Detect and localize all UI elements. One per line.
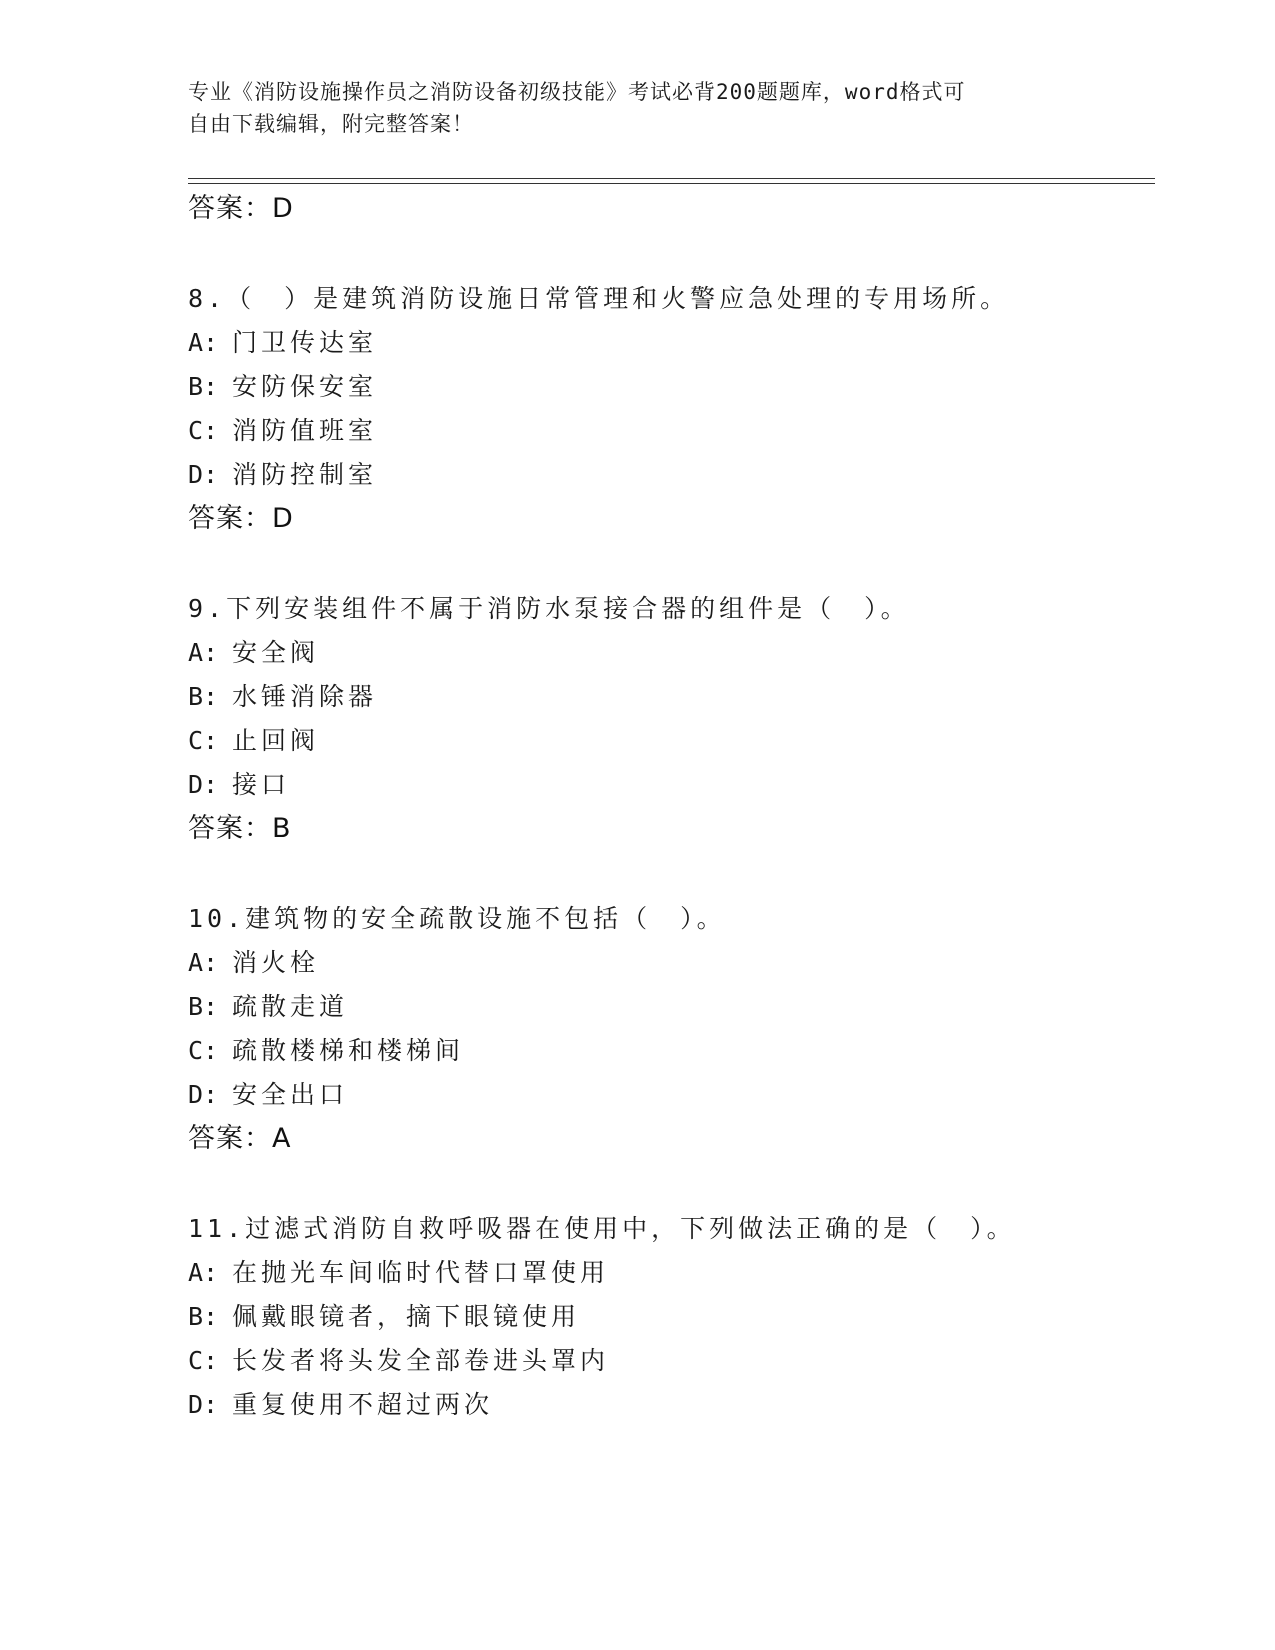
- question-10-option-a: [188, 946, 319, 980]
- option-letter: C:: [188, 726, 219, 755]
- option-text: 消防控制室: [232, 460, 378, 489]
- question-8-option-c: [188, 414, 377, 448]
- option-text: 安全阀: [232, 638, 320, 667]
- question-9-option-b: [188, 680, 377, 714]
- question-9-stem: 9.下列安装组件不属于消防水泵接合器的组件是（ ）。: [188, 594, 910, 623]
- option-text: 消防值班室: [232, 416, 378, 445]
- question-8-answer: 答案：D: [188, 503, 294, 534]
- question-10-option-d: [188, 1078, 348, 1112]
- document-header: [188, 76, 1068, 140]
- option-letter: B:: [188, 372, 219, 401]
- question-9-option-a: [188, 636, 319, 670]
- question-8-option-a: [188, 326, 377, 360]
- option-letter: A:: [188, 638, 219, 667]
- option-letter: B:: [188, 1302, 219, 1331]
- option-letter: D:: [188, 460, 219, 489]
- option-letter: D:: [188, 1080, 219, 1109]
- question-11-option-d: [188, 1388, 493, 1422]
- question-10-option-b: [188, 990, 348, 1024]
- question-9-answer: 答案：B: [188, 813, 292, 844]
- option-text: 止回阀: [232, 726, 320, 755]
- question-8-option-b: [188, 370, 377, 404]
- header-divider-top: [188, 178, 1155, 179]
- header-line-1: 专业《消防设施操作员之消防设备初级技能》考试必背200题题库，word格式可: [188, 80, 966, 104]
- question-11-option-c: [188, 1344, 609, 1378]
- option-text: 接口: [232, 770, 291, 799]
- question-8-option-d: [188, 458, 377, 492]
- option-letter: A:: [188, 948, 219, 977]
- option-text: 长发者将头发全部卷进头罩内: [232, 1346, 610, 1375]
- option-text: 门卫传达室: [232, 328, 378, 357]
- option-text: 佩戴眼镜者，摘下眼镜使用: [232, 1302, 581, 1331]
- question-9-option-d: [188, 768, 290, 802]
- option-letter: C:: [188, 1346, 219, 1375]
- option-letter: A:: [188, 1258, 219, 1287]
- question-8-stem: 8.（ ）是建筑消防设施日常管理和火警应急处理的专用场所。: [188, 284, 1010, 313]
- option-letter: A:: [188, 328, 219, 357]
- option-text: 在抛光车间临时代替口罩使用: [232, 1258, 610, 1287]
- header-divider-bottom: [188, 183, 1155, 184]
- question-9-option-c: [188, 724, 319, 758]
- header-line-2: 自由下载编辑，附完整答案！: [188, 112, 474, 136]
- question-10-option-c: [188, 1034, 464, 1068]
- option-letter: B:: [188, 992, 219, 1021]
- option-letter: D:: [188, 770, 219, 799]
- option-text: 疏散楼梯和楼梯间: [232, 1036, 465, 1065]
- option-text: 水锤消除器: [232, 682, 378, 711]
- option-letter: B:: [188, 682, 219, 711]
- option-text: 安全出口: [232, 1080, 349, 1109]
- question-11-stem: 11.过滤式消防自救呼吸器在使用中，下列做法正确的是（ ）。: [188, 1214, 1016, 1243]
- option-letter: D:: [188, 1390, 219, 1419]
- option-text: 疏散走道: [232, 992, 349, 1021]
- question-11-option-a: [188, 1256, 609, 1290]
- question-11-option-b: [188, 1300, 580, 1334]
- question-10-answer: 答案：A: [188, 1123, 292, 1154]
- option-text: 安防保安室: [232, 372, 378, 401]
- option-text: 消火栓: [232, 948, 320, 977]
- question-10-stem: 10.建筑物的安全疏散设施不包括（ ）。: [188, 904, 726, 933]
- option-letter: C:: [188, 416, 219, 445]
- option-text: 重复使用不超过两次: [232, 1390, 494, 1419]
- answer-previous: 答案：D: [188, 193, 294, 224]
- option-letter: C:: [188, 1036, 219, 1065]
